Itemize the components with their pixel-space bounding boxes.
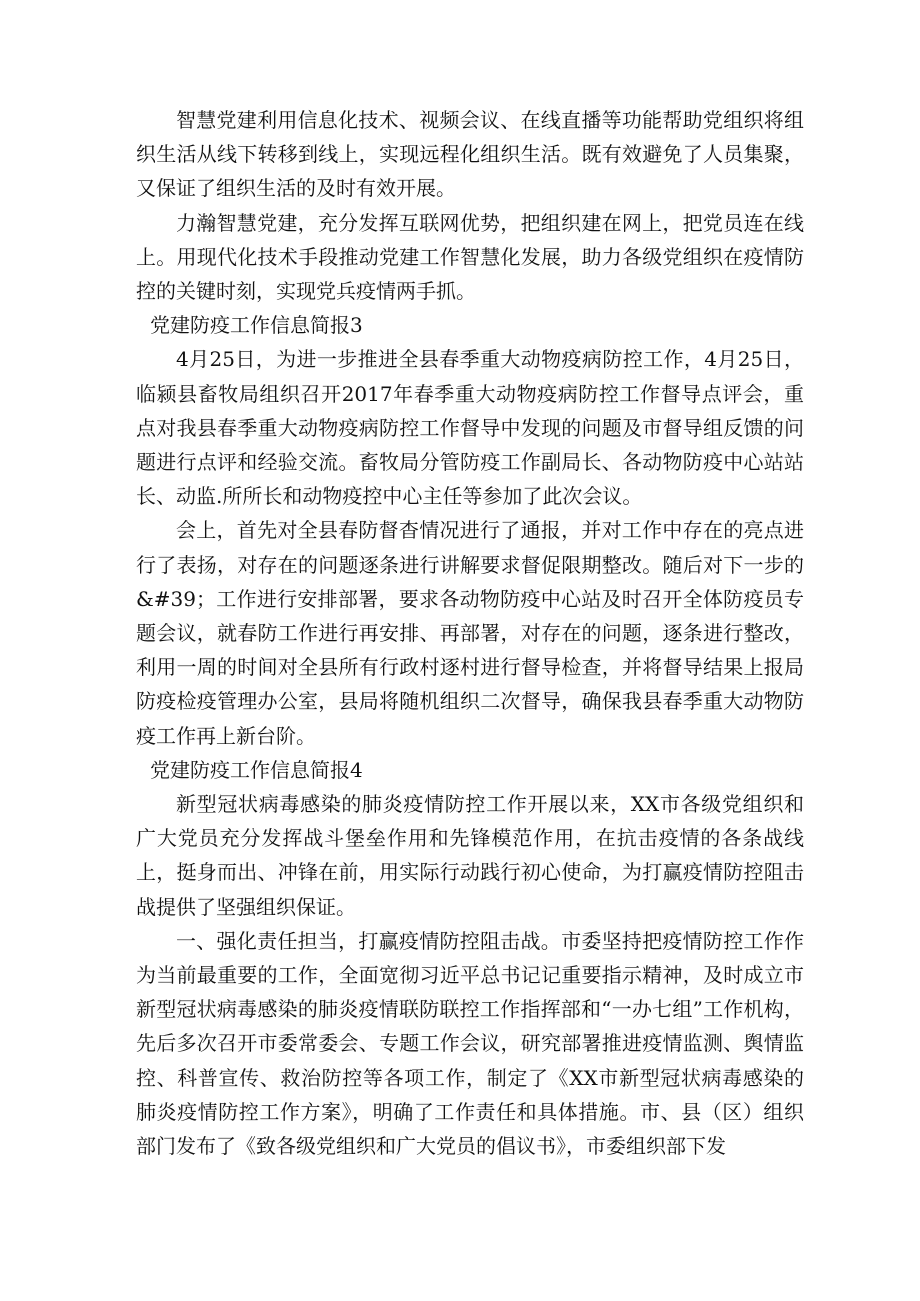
paragraph-lihan-smart-party: 力瀚智慧党建，充分发挥互联网优势，把组织建在网上，把党员连在线上。用现代化技术手段推动党建工作智慧化发展，助力各级党组织在疫情防控的关键时刻，实现党兵疫情两手抓。 xyxy=(136,210,804,304)
paragraph-covid-prevention: 新型冠状病毒感染的肺炎疫情防控工作开展以来，XX市各级党组织和广大党员充分发挥战斗堡垒作用和先锋模范作用，在抗击疫情的各条战线上，挺身而出、冲锋在前，用实际行动践行初心使命，为打赢疫情防控阻击战提供了坚强组织保证。 xyxy=(136,792,804,919)
paragraph-smart-party-building: 智慧党建利用信息化技术、视频会议、在线直播等功能帮助党组织将组织生活从线下转移到线上，实现远程化组织生活。既有效避免了人员集聚，又保证了组织生活的及时有效开展。 xyxy=(136,108,804,201)
paragraph-april-25-meeting: 4月25日，为进一步推进全县春季重大动物疫病防控工作，4月25日，临颍县畜牧局组织召开2017年春季重大动物疫病防控工作督导点评会，重点对我县春季重大动物疫病防控工作督导中发现的问题及市督导组反馈的问题进行点评和经验交流。畜牧局分管防疫工作副局长、各动物防疫中心站站长、动监.所所长和动物疫控中心主任等参加了此次会议。 xyxy=(136,347,804,509)
document-body xyxy=(136,103,804,1163)
paragraph-strengthen-responsibility: 一、强化责任担当，打赢疫情防控阻击战。市委坚持把疫情防控工作作为当前最重要的工作，全面宽彻习近平总书记记重要指示精神，及时成立市新型冠状病毒感染的肺炎疫情联防联控工作指挥部和“一办七组”工作机构，先后多次召开市委常委会、专题工作会议，研究部署推进疫情监测、舆情监控、科普宣传、救治防控等各项工作，制定了《XX市新型冠状病毒感染的肺炎疫情防控工作方案》，明确了工作责任和具体措施。市、县（区）组织部门发布了《致各级党组织和广大党员的倡议书》，市委组织部下发 xyxy=(136,928,804,1159)
section-heading-briefing-3: 党建防疫工作信息简报3 xyxy=(150,313,363,338)
paragraph-meeting-report: 会上，首先对全县春防督杳情况进行了通报，并对工作中存在的亮点进行了表扬，对存在的问题逐条进行讲解要求督促限期整改。随后对下一步的&#39；工作进行安排部署，要求各动物防疫中心站及时召开全体防疫员专题会议，就春防工作进行再安排、再部署，对存在的问题，逐条进行整改，利用一周的时间对全县所有行政村逐村进行督导检查，并将督导结果上报局防疫检疫管理办公室，县局将随机组织二次督导，确保我县春季重大动物防疫工作再上新台阶。 xyxy=(136,518,804,748)
section-heading-briefing-4: 党建防疫工作信息简报4 xyxy=(150,757,363,782)
